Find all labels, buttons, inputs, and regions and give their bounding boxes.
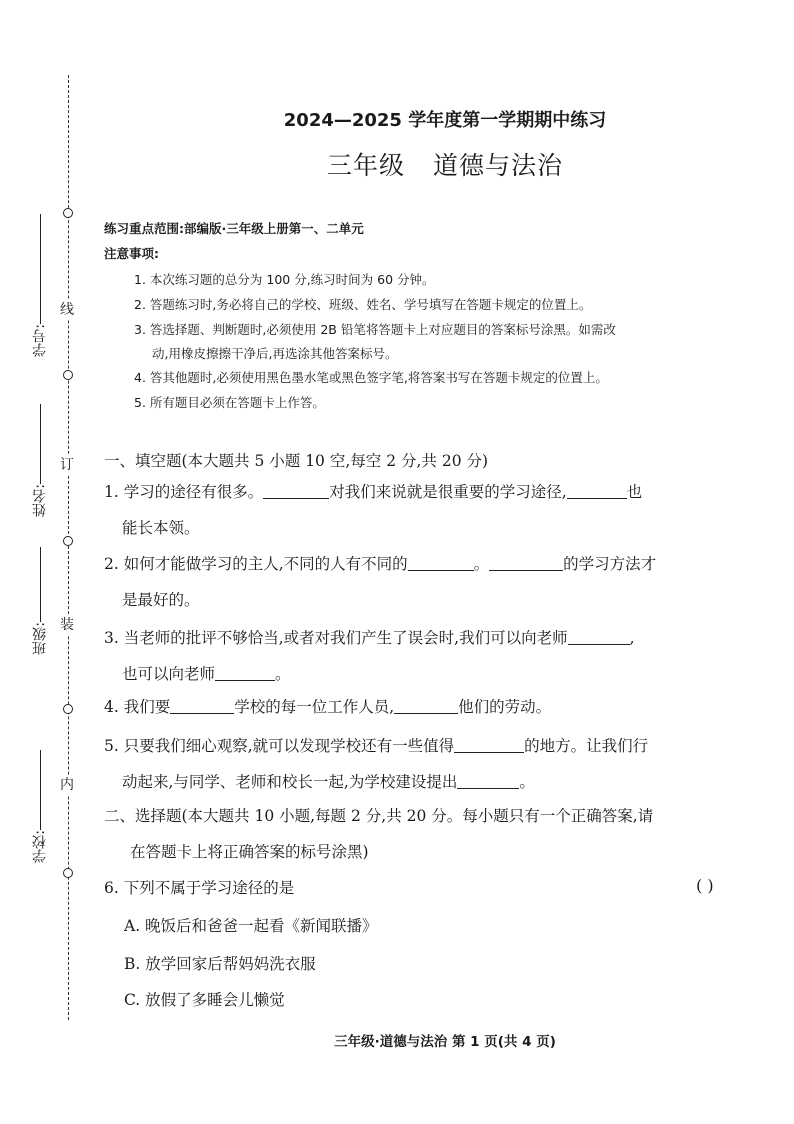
question-text: 也 bbox=[626, 483, 643, 501]
field-underline bbox=[40, 214, 41, 324]
question-text: 动起来,与同学、老师和校长一起,为学校建设提出 bbox=[122, 773, 458, 791]
question-text: 也可以向老师 bbox=[122, 665, 216, 683]
exam-title: 2024—2025 学年度第一学期期中练习 bbox=[283, 110, 607, 131]
field-underline bbox=[40, 750, 41, 830]
section-title: 一、填空题(本大题共 5 小题 10 空,每空 2 分,共 20 分) bbox=[104, 452, 489, 470]
question-text: 是最好的。 bbox=[122, 591, 200, 609]
question-text: 的地方。让我们行 bbox=[524, 737, 649, 755]
cut-mark: 订 bbox=[60, 457, 74, 473]
binding-hole-icon bbox=[63, 208, 73, 218]
section-title: 二、选择题(本大题共 10 小题,每题 2 分,共 20 分。每小题只有一个正确答案,请 bbox=[104, 807, 654, 825]
class-field[interactable] bbox=[30, 545, 50, 655]
question-6-stem: 6. 下列不属于学习途径的是 bbox=[104, 879, 295, 897]
question-text: 学校的每一位工作人员, bbox=[234, 698, 395, 716]
field-underline bbox=[40, 547, 41, 622]
question-text: 对我们来说就是很重要的学习途径, bbox=[329, 483, 567, 501]
answer-blank bbox=[215, 662, 275, 681]
question-text: 他们的劳动。 bbox=[458, 698, 552, 716]
answer-blank bbox=[170, 695, 234, 714]
question-text: 5. 只要我们细心观察,就可以发现学校还有一些值得 bbox=[104, 737, 455, 755]
question-text: 2. 如何才能做学习的主人,不同的人有不同的 bbox=[104, 555, 408, 573]
answer-blank bbox=[263, 480, 329, 499]
binding-hole-icon bbox=[63, 704, 73, 714]
notice-item: 4. 答其他题时,必须使用黑色墨水笔或黑色签字笔,将答案书写在答题卡规定的位置上。 bbox=[134, 370, 608, 385]
page-footer: 三年级·道德与法治 第 1 页(共 4 页) bbox=[334, 1034, 556, 1050]
question-4 bbox=[104, 689, 754, 725]
option-b: B. 放学回家后帮妈妈洗衣服 bbox=[124, 955, 316, 973]
scope-line: 练习重点范围:部编版·三年级上册第一、二单元 bbox=[104, 221, 364, 236]
field-label: 学校: bbox=[32, 830, 48, 863]
answer-blank bbox=[489, 552, 563, 571]
answer-blank bbox=[454, 734, 524, 753]
question-text: 能长本领。 bbox=[122, 519, 200, 537]
field-underline bbox=[40, 404, 41, 484]
answer-blank bbox=[457, 770, 519, 789]
question-2 bbox=[104, 546, 754, 618]
notice-item: 3. 答选择题、判断题时,必须使用 2B 铅笔将答题卡上对应题目的答案标号涂黑。如需改 bbox=[134, 322, 616, 337]
question-text: , bbox=[629, 629, 635, 647]
field-label: 班级: bbox=[32, 622, 48, 655]
binding-hole-icon bbox=[63, 370, 73, 380]
question-text: 的学习方法才 bbox=[563, 555, 657, 573]
notice-item: 2. 答题练习时,务必将自己的学校、班级、姓名、学号填写在答题卡规定的位置上。 bbox=[134, 297, 592, 312]
question-text: 4. 我们要 bbox=[104, 698, 171, 716]
notice-item: 动,用橡皮擦擦干净后,再选涂其他答案标号。 bbox=[152, 346, 398, 361]
name-field[interactable] bbox=[30, 402, 50, 517]
cut-mark: 线 bbox=[60, 302, 74, 318]
question-1 bbox=[104, 474, 754, 546]
question-text: 1. 学习的途径有很多。 bbox=[104, 483, 264, 501]
question-text: 。 bbox=[473, 555, 490, 573]
cut-mark: 装 bbox=[60, 617, 74, 633]
question-5 bbox=[104, 728, 754, 800]
answer-blank bbox=[394, 695, 458, 714]
field-label: 学号: bbox=[32, 324, 48, 357]
student-id-field[interactable] bbox=[30, 212, 50, 357]
question-3 bbox=[104, 620, 754, 692]
answer-blank bbox=[568, 626, 630, 645]
notice-title: 注意事项: bbox=[104, 246, 159, 261]
subject-label: 道德与法治 bbox=[433, 151, 564, 180]
school-field[interactable] bbox=[30, 748, 50, 863]
notice-item: 1. 本次练习题的总分为 100 分,练习时间为 60 分钟。 bbox=[134, 272, 435, 287]
binding-hole-icon bbox=[63, 536, 73, 546]
grade-label: 三年级 bbox=[326, 151, 405, 180]
question-text: 。 bbox=[275, 665, 291, 683]
option-c: C. 放假了多睡会儿懒觉 bbox=[124, 991, 285, 1009]
binding-margin bbox=[0, 0, 96, 1124]
answer-paren: ( ) bbox=[696, 876, 714, 895]
binding-hole-icon bbox=[63, 868, 73, 878]
option-a: A. 晚饭后和爸爸一起看《新闻联播》 bbox=[124, 917, 378, 935]
answer-blank bbox=[567, 480, 627, 499]
field-label: 姓名: bbox=[32, 484, 48, 517]
answer-blank bbox=[408, 552, 474, 571]
section-title-cont: 在答题卡上将正确答案的标号涂黑) bbox=[130, 843, 369, 861]
question-text: 3. 当老师的批评不够恰当,或者对我们产生了误会时,我们可以向老师 bbox=[104, 629, 568, 647]
cut-mark: 内 bbox=[60, 777, 74, 793]
question-text: 。 bbox=[519, 773, 535, 791]
exam-subtitle bbox=[96, 146, 794, 182]
notice-item: 5. 所有题目必须在答题卡上作答。 bbox=[134, 395, 325, 410]
